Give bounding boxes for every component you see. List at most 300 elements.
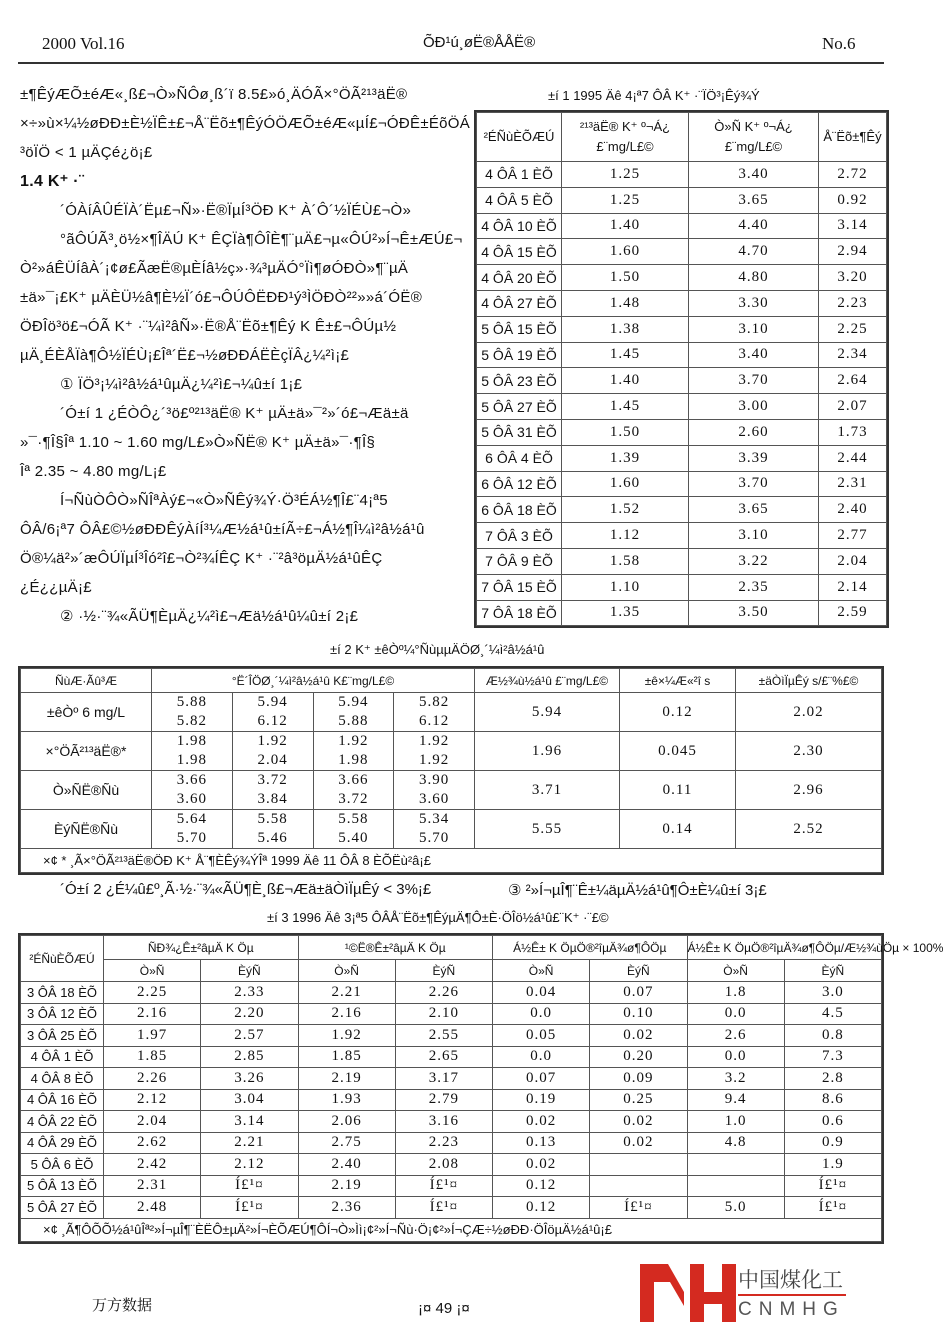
table1-title: ±í 1 1995 Äê 4¡ª7 ÔÂ K⁺ ·¨ÏÖ³¡Êý¾Ý	[548, 88, 760, 103]
table-cell	[687, 1154, 784, 1176]
table-cell: 4 ÔÂ 16 ÈÕ	[21, 1089, 104, 1111]
table-cell: 2.07	[819, 394, 887, 420]
table-cell: 7.3	[784, 1046, 881, 1068]
table-cell: ±êÒº 6 mg/L	[21, 693, 152, 732]
replicate-value: 5.94	[257, 694, 288, 710]
table-cell: 1.50	[562, 419, 689, 445]
table-cell	[394, 732, 475, 771]
replicate-value: 6.12	[257, 713, 288, 729]
watermark-logo	[640, 1258, 850, 1328]
column-subheader: ÈýÑ	[590, 960, 687, 982]
table-cell: 2.77	[819, 523, 887, 549]
paragraph-line: Ò²»áÊÜÍâÀ´¡¢ø£ÃæË®µÈÍâ½ç»·¾³µÄÓ°Ïì¶øÓÐÒ»¶¨µÄ	[20, 260, 409, 277]
replicate-value: 3.72	[338, 791, 369, 807]
table-cell: 2.02	[736, 693, 882, 732]
table-cell: 1.25	[562, 162, 689, 188]
table-cell: 3.70	[689, 471, 819, 497]
replicate-value: 5.88	[338, 713, 369, 729]
table-cell: 4 ÔÂ 15 ÈÕ	[477, 239, 562, 265]
table-cell: 0.0	[493, 1046, 590, 1068]
table-cell: 0.02	[590, 1132, 687, 1154]
table-cell: 3.14	[201, 1111, 298, 1133]
column-header: ±ê×¼Æ«²î s	[620, 669, 736, 693]
table-cell: 2.12	[201, 1154, 298, 1176]
table-cell: 2.30	[736, 732, 882, 771]
table-cell	[313, 810, 394, 849]
table-row	[21, 771, 882, 810]
table-cell: 3.10	[689, 523, 819, 549]
column-subheader: Ò»Ñ	[104, 960, 201, 982]
table-row	[477, 548, 887, 574]
table-cell: 2.20	[201, 1003, 298, 1025]
replicate-value: 3.66	[338, 772, 369, 788]
table-row	[477, 213, 887, 239]
between-text-left: ´Ó±í 2 ¿É¼û£º¸Ã·½·¨¾«ÃÜ¶È¸ß£¬Æä±äÒìÏµÊý < 3%¡£	[60, 881, 432, 898]
table-cell: 5.55	[475, 810, 620, 849]
replicate-value: 3.90	[419, 772, 450, 788]
replicate-value: 1.98	[338, 752, 369, 768]
table-cell: 1.97	[104, 1025, 201, 1047]
table-cell: 2.40	[298, 1154, 395, 1176]
table-cell: 5 ÔÂ 6 ÈÕ	[21, 1154, 104, 1176]
table-row	[477, 394, 887, 420]
table-cell: 4.5	[784, 1003, 881, 1025]
table-row	[477, 419, 887, 445]
column-header: Æ½¾ù½á¹û £¨mg/L£©	[475, 669, 620, 693]
table-row	[477, 600, 887, 626]
table-cell: 3.71	[475, 771, 620, 810]
column-header: Á½Ê± K ÖµÖ®²îµÄ¾ø¶ÔÖµ/Æ½¾ùÖµ × 100%	[687, 936, 882, 960]
paragraph-line: »¯·¶Î§Îª 1.10 ~ 1.60 mg/L£»Ò»ÑË® K⁺ µÄ±ä»¯·¶Î§	[20, 434, 376, 451]
column-header: ²ÉÑùÈÕÆÚ	[477, 113, 562, 162]
table-row	[477, 445, 887, 471]
table-row	[477, 368, 887, 394]
table-cell: 0.10	[590, 1003, 687, 1025]
table-row	[477, 162, 887, 188]
table-note: ×¢ ¸Ã¶ÔÕÕ½á¹ûÎª²»Í¬µÎ¶¨ÈËÔ±µÄ²»Í¬ÈÕÆÚ¶ÔÍ¬Ò»Ìì¡¢²»Í¬Ñù·Ö¡¢²»Í¬ÇÆ÷½øÐÐ·ÖÎöµÄ½á¹û¡£	[21, 1218, 882, 1241]
table-cell: 0.045	[620, 732, 736, 771]
table-cell: 5 ÔÂ 23 ÈÕ	[477, 368, 562, 394]
column-header: Á½Ê± K ÖµÖ®²îµÄ¾ø¶ÔÖµ	[493, 936, 688, 960]
replicate-value: 5.46	[257, 830, 288, 846]
table-row	[477, 497, 887, 523]
header-journal: ÕÐ¹ú¸øË®ÅÅË®	[423, 34, 536, 51]
replicate-value: 3.72	[257, 772, 288, 788]
table-cell: 4.70	[689, 239, 819, 265]
table-cell: 0.12	[493, 1197, 590, 1219]
watermark-cn: 中国煤化工	[738, 1269, 843, 1292]
paragraph-line: ´Ó±í 1 ¿ÉÒÔ¿´³ö£º²¹³äË® K⁺ µÄ±ä»¯²»´ó£¬Æä±ä	[60, 405, 409, 422]
table-cell: 0.6	[784, 1111, 881, 1133]
table-cell: 1.10	[562, 574, 689, 600]
table-cell	[313, 732, 394, 771]
table-cell	[590, 1154, 687, 1176]
table-row	[477, 342, 887, 368]
header-issue: No.6	[822, 34, 856, 53]
table-cell: 5 ÔÂ 19 ÈÕ	[477, 342, 562, 368]
table-cell: 3 ÔÂ 18 ÈÕ	[21, 982, 104, 1004]
table-row	[477, 265, 887, 291]
replicate-value: 1.98	[176, 733, 207, 749]
table-cell: 1.38	[562, 316, 689, 342]
table-cell	[394, 810, 475, 849]
table-cell	[313, 771, 394, 810]
table-cell	[590, 1175, 687, 1197]
table-cell: 0.02	[590, 1111, 687, 1133]
footer-source: 万方数据	[92, 1297, 153, 1314]
table-cell: 3.40	[689, 342, 819, 368]
replicate-value: 1.92	[338, 733, 369, 749]
replicate-value: 2.04	[257, 752, 288, 768]
table-cell: 2.31	[819, 471, 887, 497]
watermark-rule	[738, 1294, 846, 1296]
table-cell	[152, 693, 233, 732]
table-cell: 2.36	[298, 1197, 395, 1219]
table-cell: 2.96	[736, 771, 882, 810]
table-cell: 4 ÔÂ 10 ÈÕ	[477, 213, 562, 239]
table-cell	[152, 771, 233, 810]
table-cell: 3.17	[395, 1068, 492, 1090]
table-row	[21, 1003, 882, 1025]
table-cell: Í£¹¤	[201, 1175, 298, 1197]
table-cell: Í£¹¤	[784, 1197, 881, 1219]
replicate-value: 5.64	[176, 811, 207, 827]
paragraph-line: µÄ¸ÉÈÅÏà¶Ô½ÏÉÙ¡£Îª´Ë£¬½øÐÐÁËÈçÏÂ¿¼²ì¡£	[20, 347, 350, 364]
table-cell: 2.19	[298, 1068, 395, 1090]
table-row	[21, 1025, 882, 1047]
table-cell: 3.14	[819, 213, 887, 239]
table-cell: 1.48	[562, 290, 689, 316]
table-cell: 7 ÔÂ 3 ÈÕ	[477, 523, 562, 549]
table-row	[21, 1046, 882, 1068]
header-rule	[18, 62, 884, 64]
column-header: °Ë´ÎÖØ¸´¼ì²â½á¹û K£¨mg/L£©	[152, 669, 475, 693]
table-cell: 5 ÔÂ 13 ÈÕ	[21, 1175, 104, 1197]
table-cell: 5 ÔÂ 27 ÈÕ	[21, 1197, 104, 1219]
table-cell: 2.06	[298, 1111, 395, 1133]
table-cell: 2.62	[104, 1132, 201, 1154]
table-cell: 4.8	[687, 1132, 784, 1154]
table-cell: 8.6	[784, 1089, 881, 1111]
table-cell: 2.23	[819, 290, 887, 316]
table-cell: 1.58	[562, 548, 689, 574]
replicate-value: 1.92	[419, 752, 450, 768]
table-cell: Í£¹¤	[395, 1197, 492, 1219]
table-cell: 2.44	[819, 445, 887, 471]
table-cell: 2.16	[298, 1003, 395, 1025]
table-row	[21, 1154, 882, 1176]
table-cell: 2.6	[687, 1025, 784, 1047]
replicate-value: 5.70	[419, 830, 450, 846]
table-cell: 0.20	[590, 1046, 687, 1068]
table-cell: ×°ÖÃ²¹³äË®*	[21, 732, 152, 771]
table-row	[477, 239, 887, 265]
table-cell: 0.12	[493, 1175, 590, 1197]
table-cell: 0.09	[590, 1068, 687, 1090]
table-row	[21, 1175, 882, 1197]
table-cell: 1.40	[562, 368, 689, 394]
table-cell: 3.30	[689, 290, 819, 316]
table-cell: 0.19	[493, 1089, 590, 1111]
replicate-value: 3.60	[419, 791, 450, 807]
table-cell: 2.19	[298, 1175, 395, 1197]
table-cell: 2.79	[395, 1089, 492, 1111]
table-cell: 2.60	[689, 419, 819, 445]
paragraph-line: ① ÏÖ³¡¼ì²â½á¹ûµÄ¿¼²ì£¬¼û±í 1¡£	[60, 376, 303, 393]
paragraph-line: ② ·½·¨¾«ÃÜ¶ÈµÄ¿¼²ì£¬Æä½á¹û¼û±í 2¡£	[60, 608, 359, 625]
table-cell: 1.73	[819, 419, 887, 445]
table-cell: 2.04	[104, 1111, 201, 1133]
page-number: ¡¤ 49 ¡¤	[418, 1300, 470, 1317]
replicate-value: 5.34	[419, 811, 450, 827]
table-cell: 2.31	[104, 1175, 201, 1197]
paragraph-line: ÔÂ/6¡ª7 ÔÂ£©½øÐÐÊýÀíÍ³¼Æ½á¹û±íÃ÷£¬Á½¶Î¼ì²â½á¹û	[20, 521, 425, 538]
table-row	[477, 316, 887, 342]
table-row	[477, 574, 887, 600]
table-cell: 5.94	[475, 693, 620, 732]
between-text-right: ③ ²»Í¬µÎ¶¨Ê±¼äµÄ½á¹û¶Ô±È¼û±í 3¡£	[508, 882, 767, 899]
table-cell: 1.35	[562, 600, 689, 626]
table-row	[21, 1068, 882, 1090]
table-cell: 3.65	[689, 187, 819, 213]
table-cell: 0.12	[620, 693, 736, 732]
table-cell: 0.8	[784, 1025, 881, 1047]
table-row	[21, 1132, 882, 1154]
paragraph-line: ±¶ÊýÆÕ±éÆ«¸ß£¬Ò»ÑÔø¸ß´ï 8.5£»ó¸ÄÓÃ×°ÖÃ²¹³äË®	[20, 86, 408, 103]
table-row	[21, 1197, 882, 1219]
table-cell: 3.50	[689, 600, 819, 626]
table-row	[21, 693, 882, 732]
table-cell	[232, 693, 313, 732]
table-cell: 3.40	[689, 162, 819, 188]
table-cell: 2.72	[819, 162, 887, 188]
paragraph-line: Ö®¼ä²»´æÔÚÏµÍ³Îó²î£¬Ò²¾ÍÊÇ K⁺ ·¨²â³öµÄ½á¹ûÊÇ	[20, 550, 383, 567]
left-column-text	[20, 80, 471, 631]
replicate-value: 3.60	[176, 791, 207, 807]
table-cell: 3.70	[689, 368, 819, 394]
table-cell: 1.0	[687, 1111, 784, 1133]
table-cell: 3.39	[689, 445, 819, 471]
table3-title: ±í 3 1996 Äê 3¡ª5 ÔÂÅ¨Ëõ±¶ÊýµÄ¶Ô±È·ÖÎö½á¹û£¨K⁺ ·¨£©	[267, 910, 609, 925]
table1	[476, 112, 887, 626]
table-cell: 1.45	[562, 394, 689, 420]
column-subheader: ÈýÑ	[201, 960, 298, 982]
table-cell: 7 ÔÂ 9 ÈÕ	[477, 548, 562, 574]
table-cell: 3.00	[689, 394, 819, 420]
table-cell: 2.75	[298, 1132, 395, 1154]
paragraph-line: Í¬ÑùÒÔÒ»ÑÎªÀý£¬«Ò»ÑÊý¾Ý·Ö³ÉÁ½¶Î£¨4¡ª5	[60, 492, 388, 509]
replicate-value: 5.40	[338, 830, 369, 846]
table-row	[21, 1111, 882, 1133]
table-cell: 1.60	[562, 239, 689, 265]
table-cell: 1.40	[562, 213, 689, 239]
paragraph-line: Îª 2.35 ~ 4.80 mg/L¡£	[20, 463, 167, 480]
table2	[20, 668, 882, 873]
table-cell: 3.26	[201, 1068, 298, 1090]
table-cell: 0.13	[493, 1132, 590, 1154]
table-cell: 4 ÔÂ 8 ÈÕ	[21, 1068, 104, 1090]
table-cell: Í£¹¤	[201, 1197, 298, 1219]
table-cell: 0.05	[493, 1025, 590, 1047]
table-cell: 4 ÔÂ 5 ÈÕ	[477, 187, 562, 213]
table-cell: 4 ÔÂ 27 ÈÕ	[477, 290, 562, 316]
table-cell: 2.64	[819, 368, 887, 394]
table-cell: 6 ÔÂ 12 ÈÕ	[477, 471, 562, 497]
column-header: ±äÒìÏµÊý s/£¨%£©	[736, 669, 882, 693]
table-cell	[232, 771, 313, 810]
table-cell: 0.07	[493, 1068, 590, 1090]
table-cell: 2.85	[201, 1046, 298, 1068]
table-cell: 0.14	[620, 810, 736, 849]
replicate-value: 5.82	[176, 713, 207, 729]
table-cell: 2.25	[819, 316, 887, 342]
replicate-value: 5.58	[338, 811, 369, 827]
table-cell: 3.22	[689, 548, 819, 574]
table-note-row	[21, 1218, 882, 1241]
table-cell: 0.0	[687, 1003, 784, 1025]
table-cell: ÈýÑË®Ñù	[21, 810, 152, 849]
replicate-value: 3.66	[176, 772, 207, 788]
table-cell: 3 ÔÂ 12 ÈÕ	[21, 1003, 104, 1025]
paragraph-line: 1.4 K⁺ ·¨	[20, 173, 85, 190]
table-cell: 3.16	[395, 1111, 492, 1133]
table-cell: 0.92	[819, 187, 887, 213]
table-cell	[394, 771, 475, 810]
replicate-value: 6.12	[419, 713, 450, 729]
table-cell: 3.65	[689, 497, 819, 523]
table-cell: 1.92	[298, 1025, 395, 1047]
table-cell: 1.8	[687, 982, 784, 1004]
table-header-row	[21, 936, 882, 960]
table-cell: 6 ÔÂ 4 ÈÕ	[477, 445, 562, 471]
table-cell: 0.02	[493, 1111, 590, 1133]
table-cell: 2.34	[819, 342, 887, 368]
table-cell: 4 ÔÂ 29 ÈÕ	[21, 1132, 104, 1154]
table-cell: 2.55	[395, 1025, 492, 1047]
table-cell: 2.8	[784, 1068, 881, 1090]
column-subheader: ÈýÑ	[395, 960, 492, 982]
column-header: ²ÉÑùÈÕÆÚ	[21, 936, 104, 982]
table-cell: 0.02	[590, 1025, 687, 1047]
table-row	[21, 732, 882, 771]
table-cell: 2.14	[819, 574, 887, 600]
table-cell: 0.07	[590, 982, 687, 1004]
table-cell: 9.4	[687, 1089, 784, 1111]
table-cell: 1.39	[562, 445, 689, 471]
table-row	[477, 471, 887, 497]
table2-title: ±í 2 K⁺ ±êÒº¼°ÑùµµÄÖØ¸´¼ì²â½á¹û	[330, 642, 545, 657]
table-cell: 2.25	[104, 982, 201, 1004]
column-header: Ò»Ñ K⁺ º¬Á¿ £¨mg/L£©	[689, 113, 819, 162]
table-cell: 0.25	[590, 1089, 687, 1111]
column-header: ÑùÆ·Ãû³Æ	[21, 669, 152, 693]
table-row	[477, 187, 887, 213]
table-cell: 2.59	[819, 600, 887, 626]
table-cell: 2.21	[201, 1132, 298, 1154]
table-cell: 2.42	[104, 1154, 201, 1176]
table-cell: 2.16	[104, 1003, 201, 1025]
table-cell: 1.50	[562, 265, 689, 291]
table-cell: 1.9	[784, 1154, 881, 1176]
table-cell: 2.52	[736, 810, 882, 849]
table-cell: 2.94	[819, 239, 887, 265]
paragraph-line: °ãÔÚÃ³¸ö½×¶ÎÄÚ K⁺ ÊÇÏà¶ÔÎÈ¶¨µÄ£¬µ«ÔÚ²»Í¬Ê±ÆÚ£¬	[60, 231, 463, 248]
replicate-value: 3.84	[257, 791, 288, 807]
replicate-value: 5.94	[338, 694, 369, 710]
table-cell: 1.93	[298, 1089, 395, 1111]
table-cell: 5 ÔÂ 27 ÈÕ	[477, 394, 562, 420]
table-cell	[394, 693, 475, 732]
table-cell: 4.80	[689, 265, 819, 291]
table-cell: 2.26	[104, 1068, 201, 1090]
table-cell: 4 ÔÂ 1 ÈÕ	[21, 1046, 104, 1068]
replicate-value: 5.58	[257, 811, 288, 827]
table-cell: 4 ÔÂ 1 ÈÕ	[477, 162, 562, 188]
table-cell: 7 ÔÂ 15 ÈÕ	[477, 574, 562, 600]
paragraph-line: ×÷»ù×¼½øÐÐ±È½ÏÊ±£¬Å¨Ëõ±¶ÊýÓÖÆÕ±éÆ«µÍ£¬ÓÐÊ±ÉõÖÁ	[20, 115, 471, 132]
table-cell: 1.45	[562, 342, 689, 368]
table-cell: 4 ÔÂ 20 ÈÕ	[477, 265, 562, 291]
table-cell: 2.40	[819, 497, 887, 523]
table-note-row	[21, 849, 882, 873]
table-cell	[152, 810, 233, 849]
table-cell: 1.52	[562, 497, 689, 523]
table-row	[21, 982, 882, 1004]
replicate-value: 1.92	[419, 733, 450, 749]
table3	[20, 935, 943, 1242]
column-subheader: Ò»Ñ	[687, 960, 784, 982]
table-cell: 1.85	[298, 1046, 395, 1068]
table-cell	[313, 693, 394, 732]
table-cell: 2.57	[201, 1025, 298, 1047]
paragraph-line: ÖÐÎö³ö£¬ÓÃ K⁺ ·¨¼ì²âÑ»·Ë®Å¨Ëõ±¶Êý K Ê±£¬ÔÚµ½	[20, 318, 397, 335]
table-cell: 1.85	[104, 1046, 201, 1068]
table-header-row	[477, 113, 887, 162]
paragraph-line: ±ä»¯¡£K⁺ µÄÈÜ½â¶È½Ï´ó£¬ÔÚÔËÐÐ¹ý³ÌÖÐÒ²²»»á´ÓË®	[20, 289, 423, 306]
paragraph-line: ³öÏÖ < 1 µÄÇé¿ö¡£	[20, 144, 153, 161]
replicate-value: 5.70	[176, 830, 207, 846]
table-cell: 2.12	[104, 1089, 201, 1111]
table-cell: 0.02	[493, 1154, 590, 1176]
table-cell: 2.08	[395, 1154, 492, 1176]
column-subheader: Ò»Ñ	[298, 960, 395, 982]
table-cell: 1.60	[562, 471, 689, 497]
table-cell: 4.40	[689, 213, 819, 239]
table-cell: 0.04	[493, 982, 590, 1004]
table-cell: 2.04	[819, 548, 887, 574]
table-cell: 2.23	[395, 1132, 492, 1154]
table-cell	[152, 732, 233, 771]
table-cell: Í£¹¤	[590, 1197, 687, 1219]
header-volume: 2000 Vol.16	[42, 34, 125, 53]
table-cell: 2.48	[104, 1197, 201, 1219]
table-row	[477, 290, 887, 316]
table-cell: 5 ÔÂ 31 ÈÕ	[477, 419, 562, 445]
table-cell: 0.0	[687, 1046, 784, 1068]
table-cell: 3.20	[819, 265, 887, 291]
column-header: ¹©Ë®Ê±²âµÄ K Öµ	[298, 936, 493, 960]
table-cell: 2.65	[395, 1046, 492, 1068]
paragraph-line: ´ÓÀíÂÛÉÏÀ´Ëµ£¬Ñ»·Ë®ÏµÍ³ÖÐ K⁺ À´Ô´½ÏÉÙ£¬Ò»	[60, 202, 412, 219]
table-cell: 2.21	[298, 982, 395, 1004]
table-cell: 3.0	[784, 982, 881, 1004]
table-cell: 5 ÔÂ 15 ÈÕ	[477, 316, 562, 342]
replicate-value: 5.88	[176, 694, 207, 710]
table-row	[477, 523, 887, 549]
replicate-value: 1.98	[176, 752, 207, 768]
column-subheader: Ò»Ñ	[493, 960, 590, 982]
table-cell: 0.0	[493, 1003, 590, 1025]
